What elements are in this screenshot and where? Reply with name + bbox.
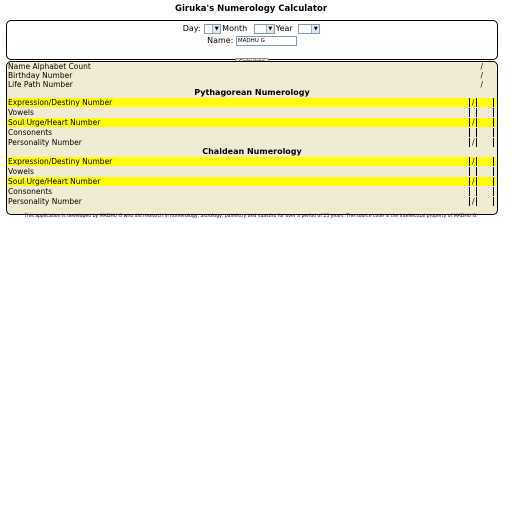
name-row: [7, 36, 497, 47]
summary-value: /: [480, 71, 483, 80]
month-select[interactable]: [254, 24, 275, 34]
row-value: /: [472, 177, 475, 186]
row-label: Personality Number: [8, 197, 82, 206]
birth-date-form: [6, 20, 498, 60]
summary-label: Birthday Number: [8, 71, 73, 80]
chevron-down-icon: ▼: [212, 25, 220, 33]
row-value-cells: [469, 128, 498, 137]
summary-row: [7, 71, 497, 80]
row-value-cells: [469, 177, 498, 186]
row-value: /: [472, 138, 475, 147]
footer-note: This application is developed by MADHU G who did research in numerology, astrology, palmistry and vaasthu for over a period of 25 years. The source code is the intellectual property of MADHU G.: [24, 214, 478, 219]
page-title: Giruka's Numerology Calculator: [174, 4, 328, 14]
chevron-down-icon: ▼: [266, 25, 274, 33]
row-label: Vowels: [8, 167, 34, 176]
summary-label: Name Alphabet Count: [8, 62, 91, 71]
row-value-cells: [469, 197, 498, 206]
chaldean-row: [7, 197, 497, 206]
summary-value: /: [480, 62, 483, 71]
pythagorean-row: [7, 118, 497, 127]
name-label: Name:: [207, 36, 234, 45]
row-value: /: [472, 118, 475, 127]
results-panel: [6, 61, 498, 215]
row-label: Soul Urge/Heart Number: [8, 177, 101, 186]
row-value: /: [472, 98, 475, 107]
row-label: Consonents: [8, 128, 53, 137]
chaldean-heading: Chaldean Numerology: [202, 147, 302, 156]
summary-row: [7, 62, 497, 71]
row-value-cells: [469, 187, 498, 196]
row-label: Vowels: [8, 108, 34, 117]
chevron-down-icon: ▼: [311, 25, 319, 33]
chaldean-row: [7, 177, 497, 186]
row-label: Personality Number: [8, 138, 82, 147]
chaldean-row: [7, 187, 497, 196]
summary-label: Life Path Number: [8, 80, 73, 89]
chaldean-row: [7, 167, 497, 176]
row-value: /: [472, 157, 475, 166]
row-value-cells: [469, 118, 498, 127]
pythagorean-heading: Pythagorean Numerology: [194, 88, 310, 97]
row-label: Expression/Destiny Number: [8, 98, 113, 107]
day-label: Day:: [182, 24, 201, 33]
pythagorean-row: [7, 128, 497, 137]
name-input[interactable]: MADHU G: [236, 36, 297, 46]
pythagorean-row: [7, 138, 497, 147]
month-label: Month: [222, 24, 248, 33]
day-select[interactable]: [204, 24, 221, 34]
row-label: Soul Urge/Heart Number: [8, 118, 101, 127]
row-value-cells: [469, 138, 498, 147]
year-select[interactable]: [298, 24, 320, 34]
row-label: Expression/Destiny Number: [8, 157, 113, 166]
row-label: Consonents: [8, 187, 53, 196]
row-value-cells: [469, 167, 498, 176]
row-value-cells: [469, 98, 498, 107]
row-value-cells: [469, 157, 498, 166]
row-value-cells: [469, 108, 498, 117]
pythagorean-row: [7, 108, 497, 117]
row-value: /: [472, 197, 475, 206]
summary-value: /: [480, 80, 483, 89]
pythagorean-row: [7, 98, 497, 107]
year-label: Year: [275, 24, 293, 33]
chaldean-row: [7, 157, 497, 166]
date-row: [7, 24, 497, 35]
